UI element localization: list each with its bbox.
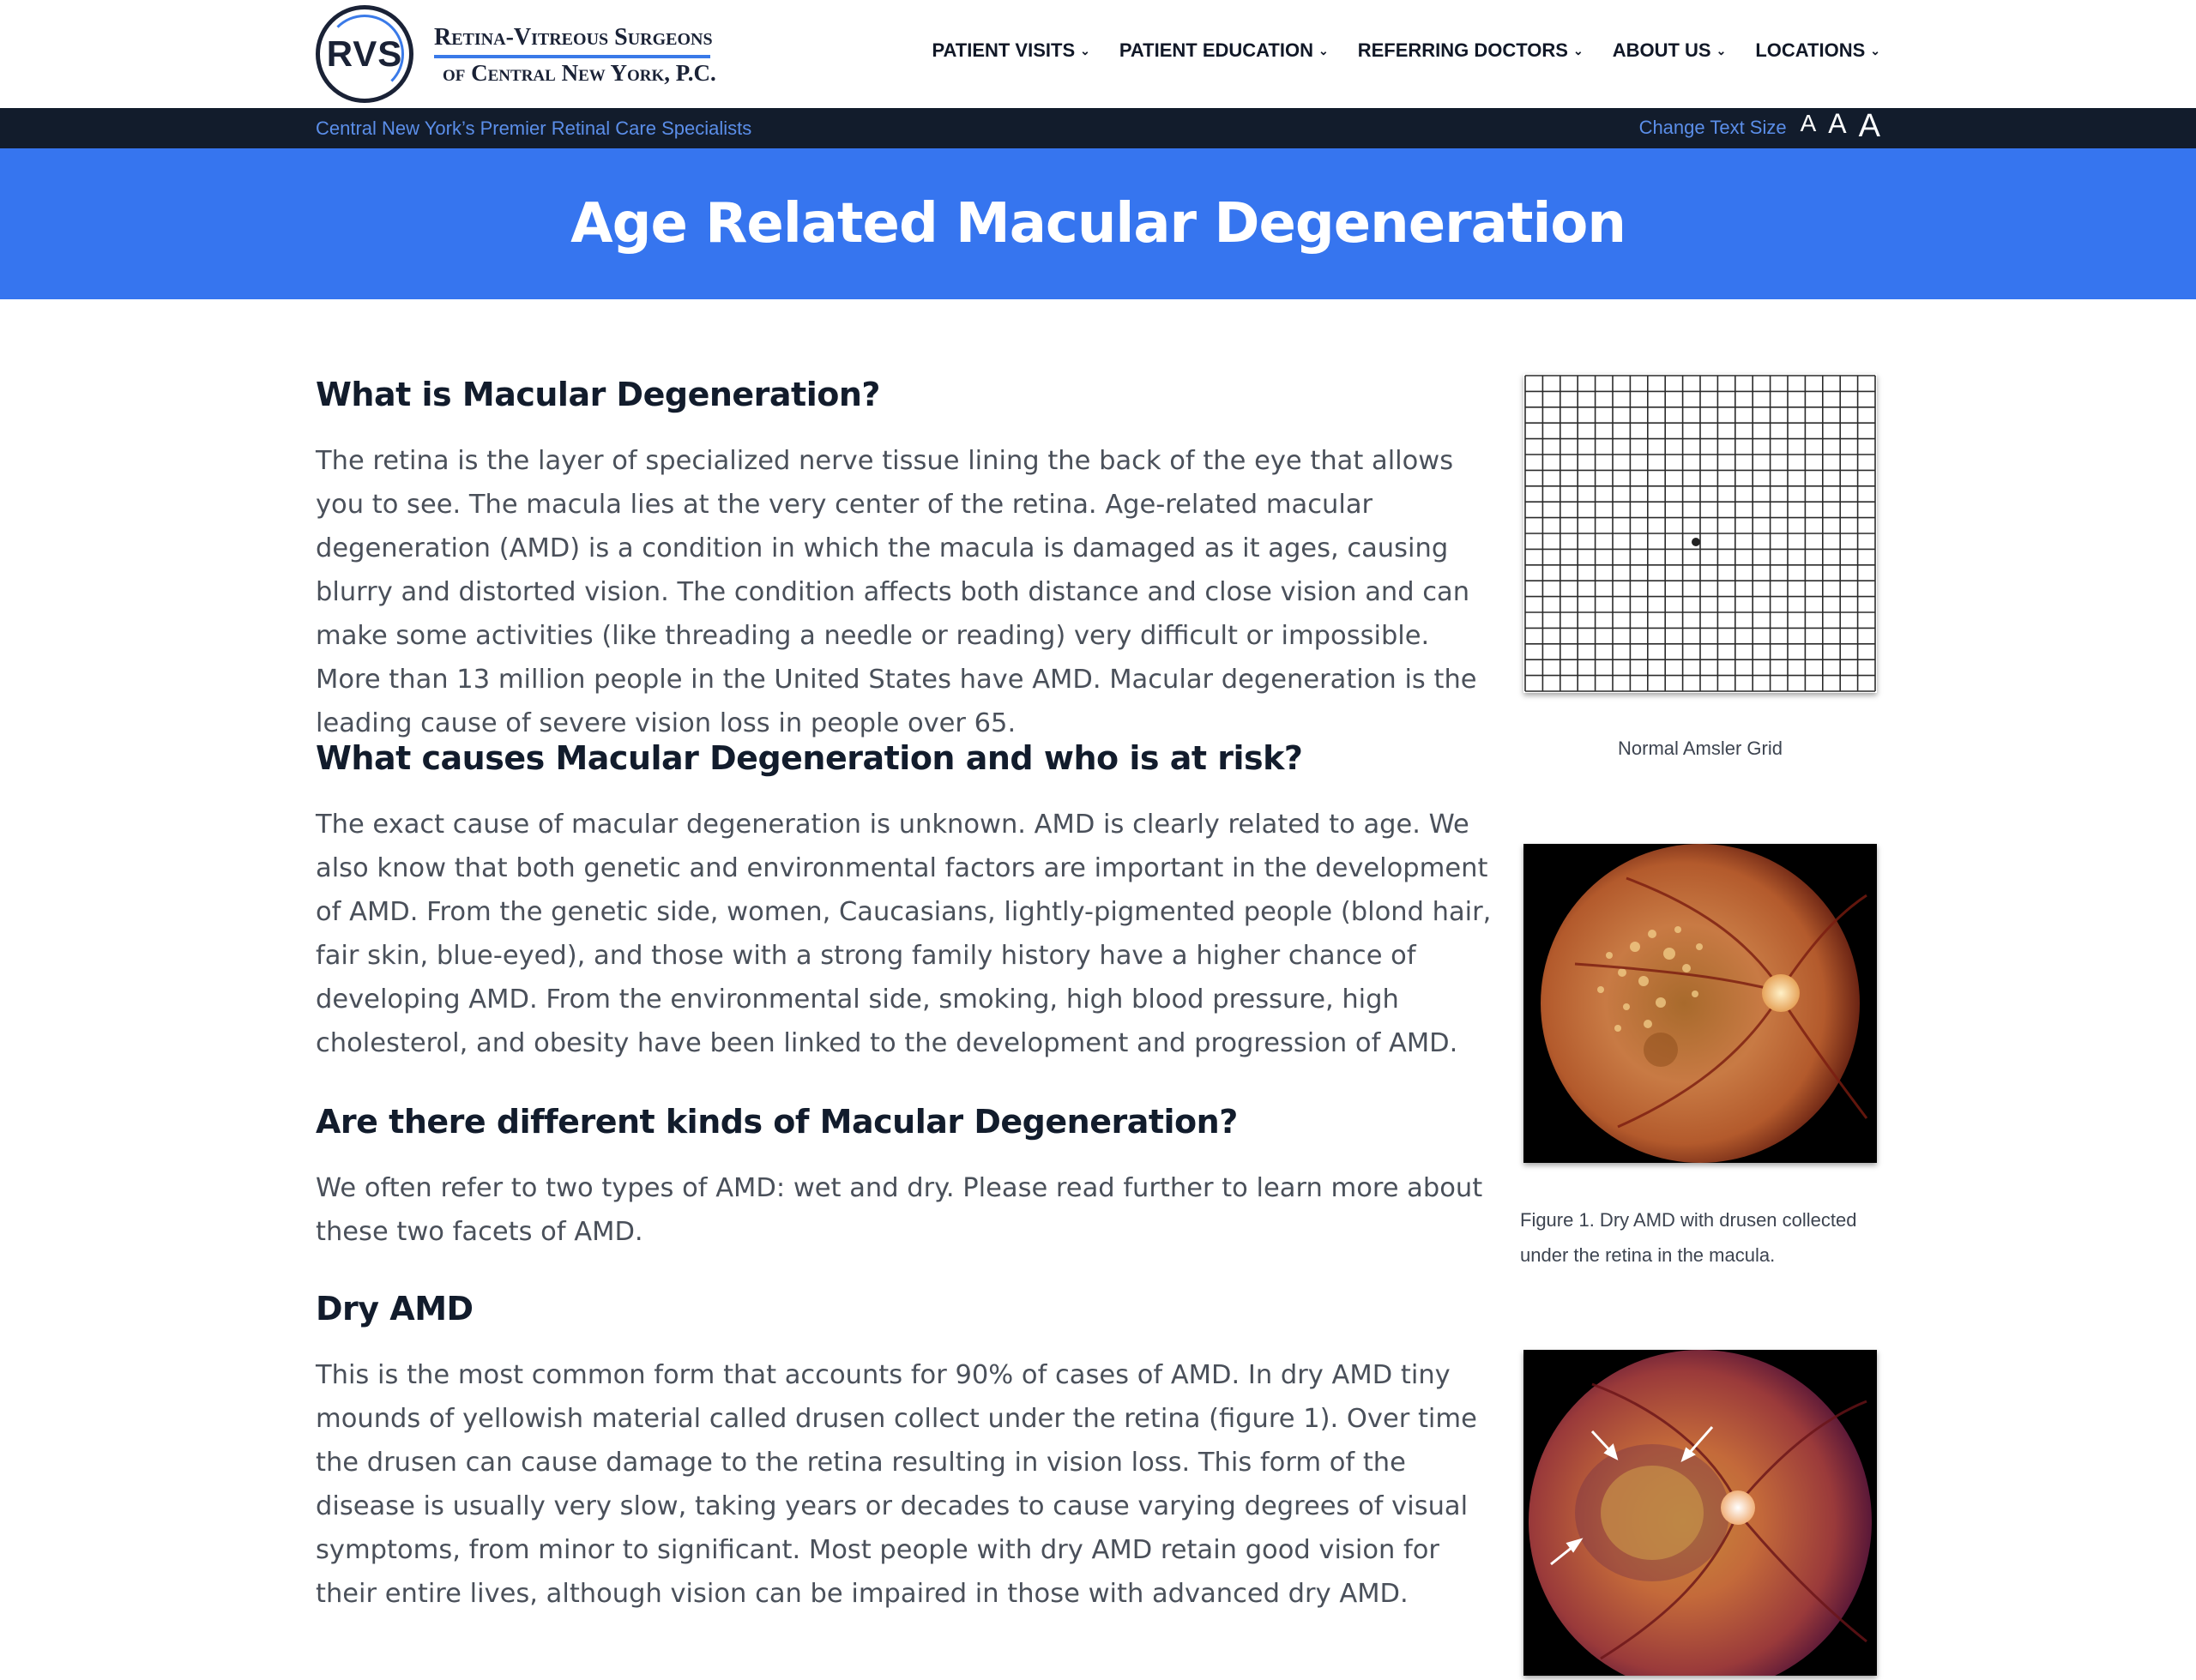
chevron-down-icon: ⌄	[1080, 43, 1090, 57]
logo-name-line2: of Central New York, P.C.	[443, 60, 716, 86]
text-size-large-button[interactable]: A	[1858, 108, 1880, 144]
chevron-down-icon: ⌄	[1870, 43, 1880, 57]
chevron-down-icon: ⌄	[1572, 43, 1584, 57]
section-heading: Are there different kinds of Macular Degeneration?	[316, 1103, 1238, 1141]
section-heading: What causes Macular Degeneration and who is at risk?	[316, 739, 1303, 777]
section-body: We often refer to two types of AMD: wet and dry. Please read further to learn more about these two facets of AMD.	[316, 1173, 1483, 1247]
site-header	[0, 0, 2196, 108]
section-body: This is the most common form that accounts for 90% of cases of AMD. In dry AMD tiny mounds of yellowish material called drusen collect under the retina (figure 1). Over time the drusen can cause damage to the retina resulting in vision loss. This form of the disease is usually very slow, taking years or decades to cause varying degrees of visual symptoms, from minor to significant. Most people with dry AMD retain good vision for their entire lives, although vision can be impaired in those with advanced dry AMD.	[316, 1360, 1477, 1609]
dry-amd-fundus-image	[1523, 844, 1877, 1163]
main-nav	[932, 39, 1880, 62]
amsler-caption: Normal Amsler Grid	[1618, 738, 1783, 759]
section-body: The exact cause of macular degeneration is unknown. AMD is clearly related to age. We also know that both genetic and environmental factors are important in the development of AMD. From the genetic side, women, Caucasians, lightly-pigmented people (blond hair, fair skin, blue-eyed), and those with a strong family history have a higher chance of developing AMD. From the environmental side, smoking, high blood pressure, high cholesterol, and obesity have been linked to the development and progression of AMD.	[316, 810, 1492, 1058]
section-heading: What is Macular Degeneration?	[316, 376, 880, 413]
amsler-grid-graphic	[1523, 374, 1877, 693]
text-size-small-button[interactable]: A	[1800, 110, 1817, 136]
nav-label: PATIENT EDUCATION	[1119, 39, 1313, 61]
page-banner	[0, 148, 2196, 299]
nav-referring-doctors[interactable]	[1358, 39, 1584, 62]
tagline: Central New York’s Premier Retinal Care Specialists	[316, 117, 752, 139]
nav-about-us[interactable]	[1613, 39, 1727, 62]
nav-label: REFERRING DOCTORS	[1357, 39, 1568, 61]
fundus-photo-2	[1523, 1350, 1877, 1676]
nav-locations[interactable]	[1755, 39, 1880, 62]
nav-patient-education[interactable]	[1119, 39, 1329, 62]
logo-emblem	[316, 5, 413, 103]
nav-label: ABOUT US	[1612, 39, 1711, 61]
logo-monogram: RVS	[326, 33, 403, 74]
nav-label: PATIENT VISITS	[932, 39, 1076, 61]
site-logo[interactable]	[316, 5, 716, 103]
text-size-label: Change Text Size	[1638, 117, 1787, 138]
fundus-photo-1	[1523, 844, 1877, 1163]
nav-patient-visits[interactable]	[932, 39, 1089, 62]
logo-divider	[434, 55, 710, 58]
section-body: The retina is the layer of specialized nerve tissue lining the back of the eye that allows you to see. The macula lies at the very center of the retina. Age-related macular degeneration (AMD) is a condition in which the macula is damaged as it ages, causing blurry and distorted vision. The condition affects both distance and close vision and can make some activities (like threading a needle or reading) very difficult or impossible. More than 13 million people in the United States have AMD. Macular degeneration is the leading cause of severe vision loss in people over 65.	[316, 446, 1477, 738]
page-title: Age Related Macular Degeneration	[570, 192, 1626, 256]
amsler-grid-image	[1523, 374, 1877, 693]
chevron-down-icon: ⌄	[1716, 43, 1727, 57]
chevron-down-icon: ⌄	[1318, 43, 1329, 57]
nav-label: LOCATIONS	[1755, 39, 1866, 61]
logo-name-line1: Retina-Vitreous Surgeons	[434, 24, 713, 51]
figure1-caption: Figure 1. Dry AMD with drusen collected under the retina in the macula.	[1520, 1209, 1857, 1266]
text-size-controls	[1639, 110, 1880, 146]
section-heading: Dry AMD	[316, 1290, 474, 1328]
text-size-medium-button[interactable]: A	[1828, 108, 1847, 139]
wet-amd-fundus-image	[1523, 1350, 1877, 1676]
